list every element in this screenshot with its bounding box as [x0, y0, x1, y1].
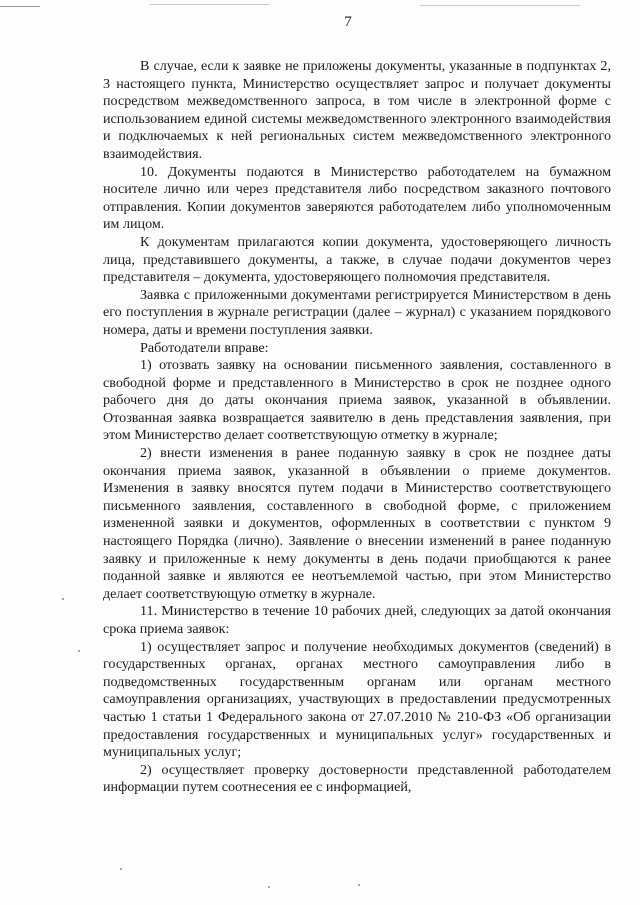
- paragraph: 2) внести изменения в ранее поданную заявку в срок не позднее даты окончания приема заявок, указанной в объявлении о приеме документов. Изменения в заявку вносятся путем подачи в Министерство соответствующего письменного заявления, составленного в свободной форме, с приложением измененной заявки и документов, оформленных в соответствии с пунктом 9 настоящего Порядка (лично). Заявление о внесении изменений в ранее поданную заявку и приложенные к нему документы в день подачи приобщаются к ранее поданной заявке и являются ее неотъемлемой частью, при этом Министерство делает соответствующую отметку в журнале.: [103, 445, 611, 602]
- page-number: 7: [344, 14, 352, 30]
- scan-artifact-line: [420, 5, 580, 6]
- paragraph: К документам прилагаются копии документа, удостоверяющего личность лица, представившего документы, а также, в случае подачи документов через представителя – документа, удостоверяющего полномочия представителя.: [103, 233, 611, 286]
- paragraph: Заявка с приложенными документами регистрируется Министерством в день его поступления в журнале регистрации (далее – журнал) с указанием порядкового номера, даты и времени поступления заявки.: [103, 286, 611, 338]
- scan-artifact-line: [150, 4, 270, 5]
- scan-artifact-line: [0, 6, 40, 7]
- paragraph: 2) осуществляет проверку достоверности представленной работодателем информации путем соотнесения ее с информацией,: [103, 761, 611, 796]
- scan-speck: [78, 650, 80, 652]
- scan-speck: [120, 868, 122, 870]
- paragraph: 11. Министерство в течение 10 рабочих дней, следующих за датой окончания срока приема заявок:: [103, 603, 611, 637]
- paragraph: 1) осуществляет запрос и получение необходимых документов (сведений) в государственных органах, органах местного самоуправления либо в подведомственных государственным органам или органам местного самоуправления организациях, участвующих в предоставлении предусмотренных частью 1 статьи 1 Федерального закона от 27.07.2010 № 210-ФЗ «Об организации предоставления государственных и муниципальных услуг» государственных и муниципальных услуг;: [103, 638, 611, 761]
- paragraph: Работодатели вправе:: [140, 339, 269, 356]
- document-body: [103, 58, 611, 797]
- scan-speck: [358, 884, 360, 886]
- scan-speck: [268, 886, 270, 888]
- paragraph: 1) отозвать заявку на основании письменного заявления, составленного в свободной форме и представленного в Министерство в срок не позднее одного рабочего дня до даты окончания приема заявок, указанной в объявлении. Отозванная заявка возвращается заявителю в день представления заявления, при этом Министерство делает соответствующую отметку в журнале;: [103, 357, 611, 444]
- scan-speck: [62, 598, 64, 600]
- paragraph: В случае, если к заявке не приложены документы, указанные в подпунктах 2, 3 настоящего пункта, Министерство осуществляет запрос и получает документы посредством межведомственного запроса, в том числе в электронной форме с использованием единой системы межведомственного электронного взаимодействия и подключаемых к ней региональных систем межведомственного электронного взаимодействия.: [103, 58, 611, 162]
- paragraph: 10. Документы подаются в Министерство работодателем на бумажном носителе лично или через представителя либо посредством заказного почтового отправления. Копии документов заверяются работодателем либо уполномоченным им лицом.: [103, 163, 611, 233]
